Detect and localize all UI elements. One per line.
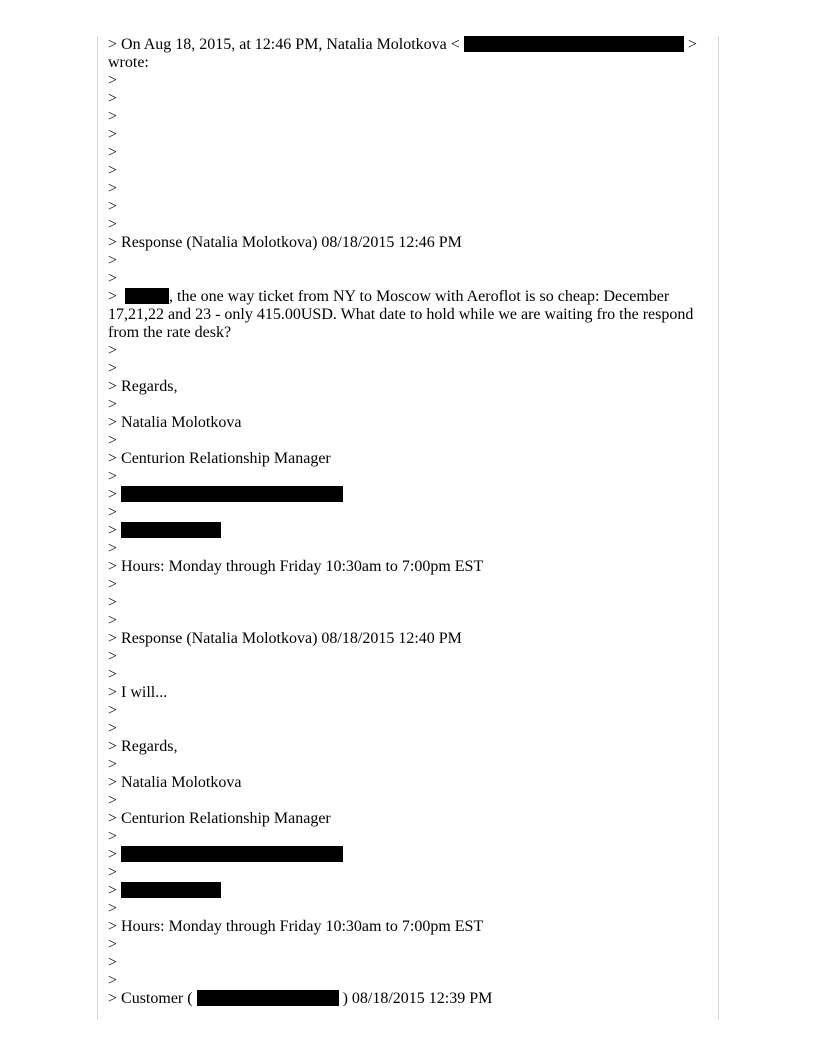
quote-marker: > (108, 162, 118, 179)
quote-marker: > (108, 432, 118, 449)
page-border-left (97, 36, 98, 1020)
quote-marker: > (108, 972, 118, 989)
quote-marker: > (108, 900, 118, 917)
signature-phone-line: > (108, 882, 708, 900)
quote-marker: > (108, 540, 118, 557)
quote-marker: > (108, 180, 118, 197)
quote-marker: > (108, 666, 118, 683)
signature-email-line: > (108, 846, 708, 864)
quote-marker: > (108, 648, 118, 665)
quote-marker: > (108, 396, 118, 413)
signature-title: > Centurion Relationship Manager (108, 810, 331, 827)
quote-marker: > (108, 576, 118, 593)
quote-marker: > (108, 468, 118, 485)
quote-marker: > (108, 756, 118, 773)
quote-marker: > (108, 720, 118, 737)
quote-marker: > (108, 828, 118, 845)
response-heading: > Response (Natalia Molotkova) 08/18/2015 12:40 PM (108, 630, 462, 647)
signature-title: > Centurion Relationship Manager (108, 450, 331, 467)
quote-marker: > (108, 198, 118, 215)
customer-heading: > Customer ( ) 08/18/2015 12:39 PM (108, 990, 493, 1007)
signature-email-line: > (108, 486, 708, 504)
quoted-header-wrote: wrote: (108, 54, 149, 71)
quote-marker: > (108, 90, 118, 107)
response-body: > , the one way ticket from NY to Moscow with Aeroflot is so cheap: December 17,21,22 and 23 - only 415.00USD. What date to hold while we are waiting fro the respond from the rate desk? (108, 288, 698, 341)
quote-marker: > (108, 612, 118, 629)
redacted-name (125, 288, 169, 304)
response-heading: > Response (Natalia Molotkova) 08/18/2015 12:46 PM (108, 234, 462, 251)
redacted-customer-email (197, 990, 339, 1006)
quote-marker: > (108, 936, 118, 953)
signature-phone-line: > (108, 522, 708, 540)
quote-marker: > (108, 252, 118, 269)
page-border-right (718, 36, 719, 1020)
redacted-email (121, 846, 343, 862)
email-thread (108, 36, 708, 1008)
redacted-email (464, 36, 684, 52)
quote-marker: > (108, 72, 118, 89)
quote-marker: > (108, 702, 118, 719)
quote-marker: > (108, 126, 118, 143)
quote-marker: > (108, 864, 118, 881)
redacted-phone (121, 522, 221, 538)
quote-marker: > (108, 792, 118, 809)
signature-hours: > Hours: Monday through Friday 10:30am to 7:00pm EST (108, 918, 484, 935)
quoted-header-line: > On Aug 18, 2015, at 12:46 PM, Natalia Molotkova < > (108, 36, 697, 53)
quote-marker: > (108, 504, 118, 521)
quote-marker: > (108, 342, 118, 359)
quote-marker: > (108, 594, 118, 611)
signature-regards: > Regards, (108, 378, 178, 395)
signature-regards: > Regards, (108, 738, 178, 755)
signature-name: > Natalia Molotkova (108, 414, 242, 431)
redacted-email (121, 486, 343, 502)
quote-marker: > (108, 108, 118, 125)
quote-marker: > (108, 954, 118, 971)
quote-marker: > (108, 216, 118, 233)
signature-name: > Natalia Molotkova (108, 774, 242, 791)
quote-marker: > (108, 360, 118, 377)
signature-hours: > Hours: Monday through Friday 10:30am to 7:00pm EST (108, 558, 484, 575)
response-body: > I will... (108, 684, 168, 701)
quote-marker: > (108, 270, 118, 287)
quote-marker: > (108, 144, 118, 161)
redacted-phone (121, 882, 221, 898)
